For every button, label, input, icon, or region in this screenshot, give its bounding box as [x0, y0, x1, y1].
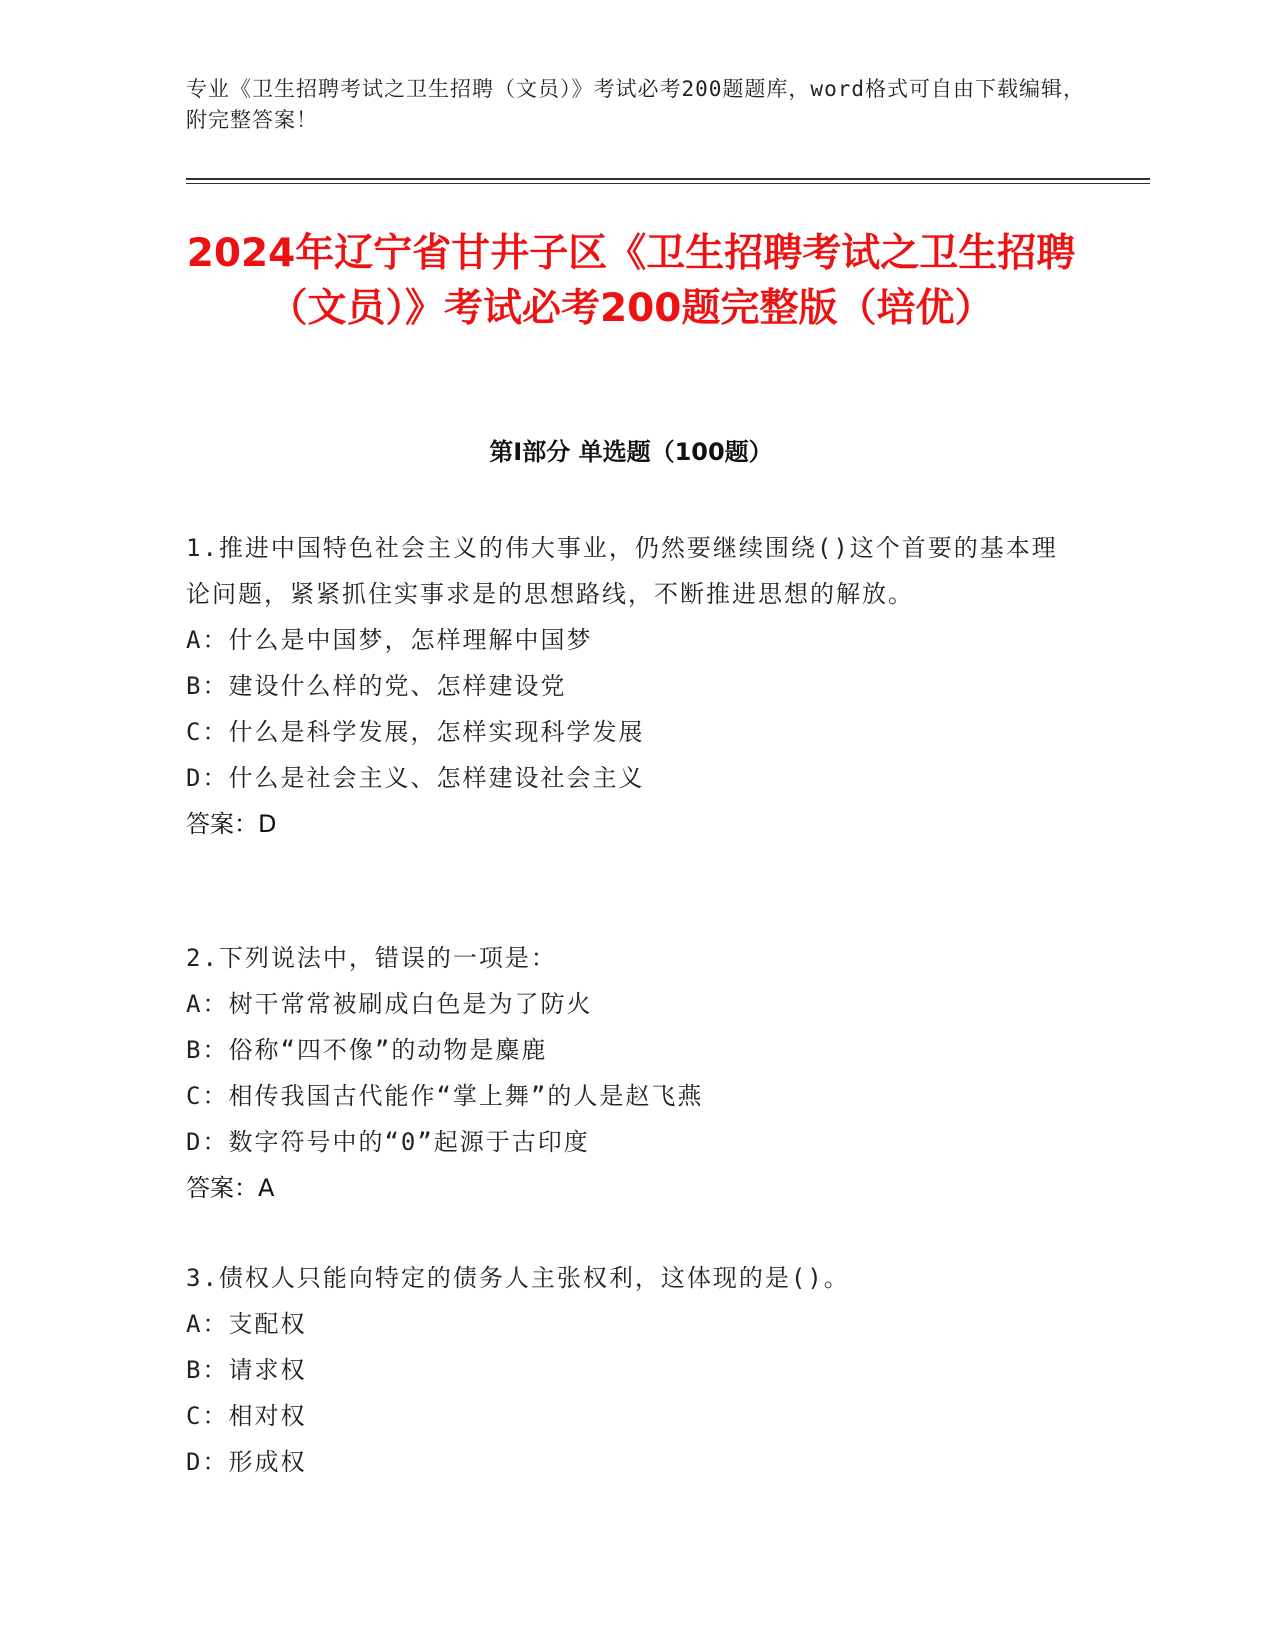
header-divider-thin: [186, 183, 1150, 184]
option-c[interactable]: C：相对权: [186, 1402, 307, 1430]
question-stem: 1.推进中国特色社会主义的伟大事业，仍然要继续围绕()这个首要的基本理论问题，紧紧抓住实事求是的思想路线，不断推进思想的解放。: [186, 534, 1058, 608]
option-d[interactable]: D：数字符号中的“0”起源于古印度: [186, 1128, 590, 1156]
answer-line: 答案：D: [186, 810, 277, 838]
option-d[interactable]: D：什么是社会主义、怎样建设社会主义: [186, 764, 645, 792]
question-stem: 2.下列说法中，错误的一项是：: [186, 944, 557, 972]
header-note: 专业《卫生招聘考试之卫生招聘（文员）》考试必考200题题库，word格式可自由下载编辑，附完整答案！: [186, 77, 1085, 132]
option-b[interactable]: B：请求权: [186, 1356, 307, 1384]
document-title: 2024年辽宁省甘井子区《卫生招聘考试之卫生招聘（文员）》考试必考200题完整版（培优）: [186, 231, 1076, 331]
option-a[interactable]: A：什么是中国梦，怎样理解中国梦: [186, 626, 593, 654]
option-a[interactable]: A：树干常常被刷成白色是为了防火: [186, 990, 593, 1018]
option-b[interactable]: B：俗称“四不像”的动物是麋鹿: [186, 1036, 548, 1064]
option-c[interactable]: C：相传我国古代能作“掌上舞”的人是赵飞燕: [186, 1082, 704, 1110]
option-b[interactable]: B：建设什么样的党、怎样建设党: [186, 672, 567, 700]
option-c[interactable]: C：什么是科学发展，怎样实现科学发展: [186, 718, 645, 746]
answer-line: 答案：A: [186, 1174, 275, 1202]
question-stem: 3.债权人只能向特定的债务人主张权利，这体现的是()。: [186, 1264, 850, 1292]
question-1: [186, 525, 1066, 847]
option-a[interactable]: A：支配权: [186, 1310, 307, 1338]
header-divider-thick: [186, 178, 1150, 180]
question-3: [186, 1255, 1066, 1485]
option-d[interactable]: D：形成权: [186, 1448, 307, 1476]
section-heading: 第I部分 单选题（100题）: [489, 438, 773, 466]
question-2: [186, 935, 1066, 1211]
